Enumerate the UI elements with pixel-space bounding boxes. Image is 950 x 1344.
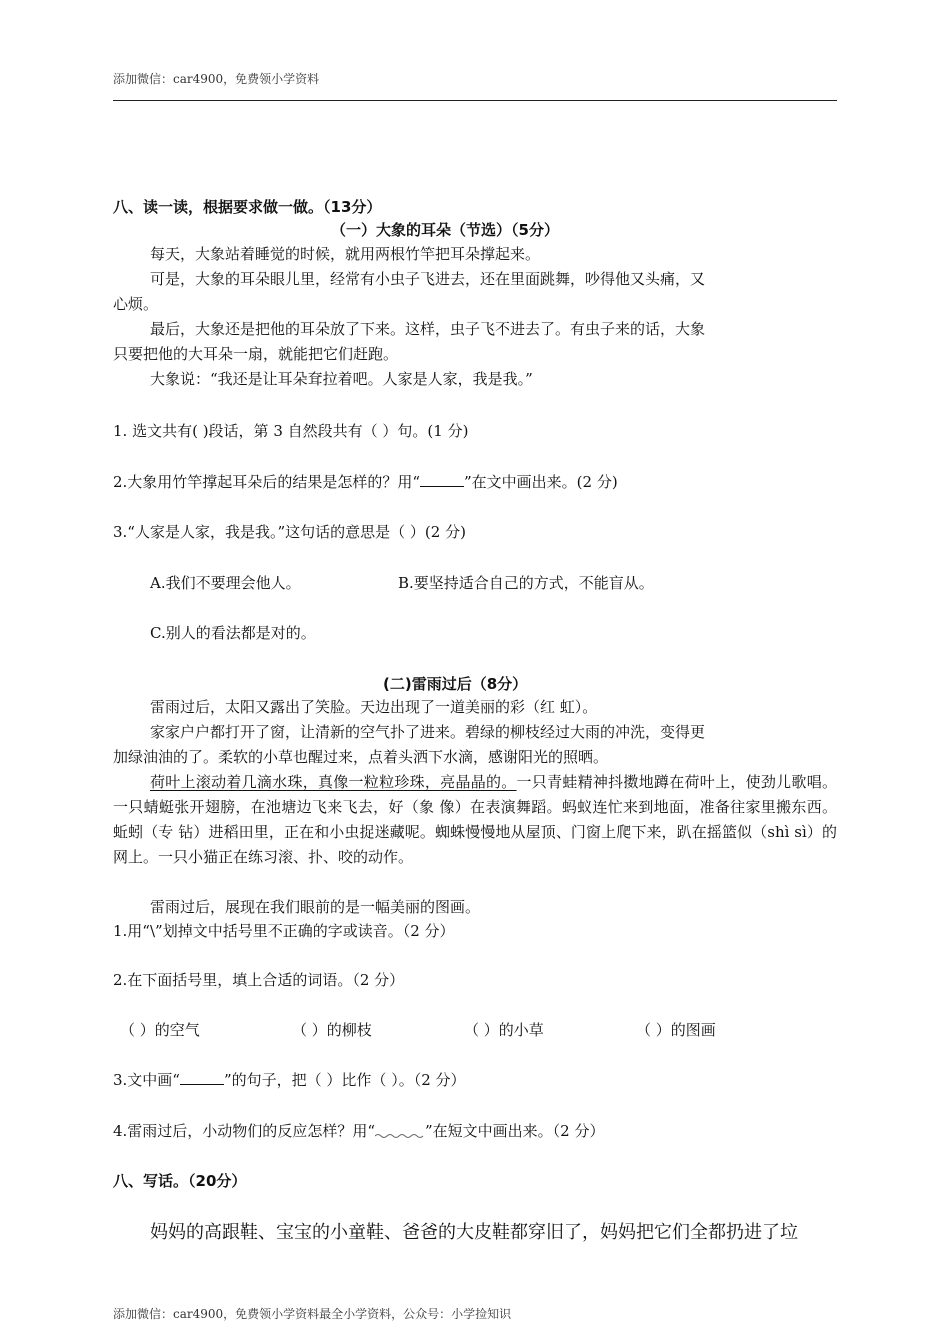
question-2-4-text-a: 4.雷雨过后，小动物们的反应怎样？用“: [113, 1122, 375, 1140]
passage-1-para-3: 最后，大象还是把他的耳朵放了下来。这样，虫子飞不进去了。有虫子来的话，大象: [150, 320, 706, 338]
page-footer: 添加微信：car4900，免费领小学资料最全小学资料，公众号：小学捡知识: [113, 1307, 512, 1321]
passage-2-para-1: 雷雨过后，太阳又露出了笑脸。天边出现了一道美丽的彩（红 虹）。: [150, 698, 598, 716]
option-b: B.要坚持适合自己的方式，不能盲从。: [398, 574, 654, 592]
option-a: A.我们不要理会他人。: [150, 574, 301, 592]
question-1-2-text-b: ”在文中画出来。(2 分): [463, 473, 618, 491]
writing-section-title: 八、写话。（20分）: [113, 1172, 247, 1190]
header-divider: [113, 100, 837, 101]
passage-2-para-2: 家家户户都打开了窗，让清新的空气扑了进来。碧绿的柳枝经过大雨的冲洗，变得更: [150, 723, 706, 741]
question-2-4: [113, 1120, 604, 1141]
question-1-2-text-a: 2.大象用竹竿撑起耳朵后的结果是怎样的？用“: [113, 473, 420, 491]
page-header: 添加微信：car4900，免费领小学资料: [113, 72, 320, 86]
passage-2-title: (二)雷雨过后（8分）: [383, 675, 528, 693]
question-2-3: [113, 1069, 466, 1090]
passage-1-title: （一）大象的耳朵（节选）（5分）: [331, 221, 559, 239]
passage-2-para-3: [113, 770, 837, 870]
passage-1-para-2-cont: 心烦。: [113, 295, 159, 313]
straight-underline-sample: [420, 472, 464, 487]
passage-2-para-2-cont: 加绿油油的了。柔软的小草也醒过来，点着头洒下水滴，感谢阳光的照晒。: [113, 748, 609, 766]
question-1-3: 3.“人家是人家，我是我。”这句话的意思是（ ）(2 分): [113, 523, 466, 541]
passage-1-para-3-cont: 只要把他的大耳朵一扇，就能把它们赶跑。: [113, 345, 399, 363]
fill-blank-3: （ ）的小草: [464, 1021, 544, 1039]
passage-2-para-4: 雷雨过后，展现在我们眼前的是一幅美丽的图画。: [150, 898, 481, 916]
question-2-3-text-b: ”的句子，把（ ）比作（ ）。（2 分）: [223, 1071, 466, 1089]
section-8-title: 八、读一读，根据要求做一做。（13分）: [113, 198, 382, 216]
question-1-2: [113, 471, 618, 492]
writing-prompt: 妈妈的高跟鞋、宝宝的小童鞋、爸爸的大皮鞋都穿旧了，妈妈把它们全都扔进了垃: [150, 1222, 798, 1243]
straight-underline-sample: [180, 1070, 224, 1085]
question-2-3-text-a: 3.文中画“: [113, 1071, 180, 1089]
question-1-1: 1. 选文共有( )段话，第 3 自然段共有（ ）句。(1 分): [113, 422, 469, 440]
fill-blank-1: （ ）的空气: [120, 1021, 200, 1039]
question-2-2: 2.在下面括号里，填上合适的词语。（2 分）: [113, 971, 405, 989]
fill-blank-2: （ ）的柳枝: [292, 1021, 372, 1039]
option-c: C.别人的看法都是对的。: [150, 624, 316, 642]
passage-2-para-3-rest: 一只青蛙精神抖擞地蹲在荷叶上，使劲儿歌唱。一只蜻蜓张开翅膀，在池塘边飞来飞去，好（象 像）在表演舞蹈。蚂蚁连忙来到地面，准备往家里搬东西。蚯蚓（专 钻）进稻田里，正在和小虫捉迷藏呢。蜘蛛慢慢地从屋顶、门窗上爬下来，趴在摇篮似（shì sì）的网上。一只小猫正在练习滚、扑、咬的动作。: [113, 773, 837, 866]
wavy-underline-sample: [375, 1122, 425, 1136]
passage-1-para-4: 大象说：“我还是让耳朵耷拉着吧。人家是人家，我是我。”: [150, 370, 533, 388]
question-2-4-text-b: ”在短文中画出来。（2 分）: [424, 1122, 605, 1140]
passage-1-para-2: 可是，大象的耳朵眼儿里，经常有小虫子飞进去，还在里面跳舞，吵得他又头痛，又: [150, 270, 706, 288]
passage-1-para-1: 每天，大象站着睡觉的时候，就用两根竹竿把耳朵撑起来。: [150, 245, 541, 263]
fill-blank-4: （ ）的图画: [636, 1021, 716, 1039]
question-2-1: 1.用“\”划掉文中括号里不正确的字或读音。（2 分）: [113, 922, 455, 940]
underlined-sentence: 荷叶上滚动着几滴水珠，真像一粒粒珍珠，亮晶晶的。: [150, 773, 517, 791]
